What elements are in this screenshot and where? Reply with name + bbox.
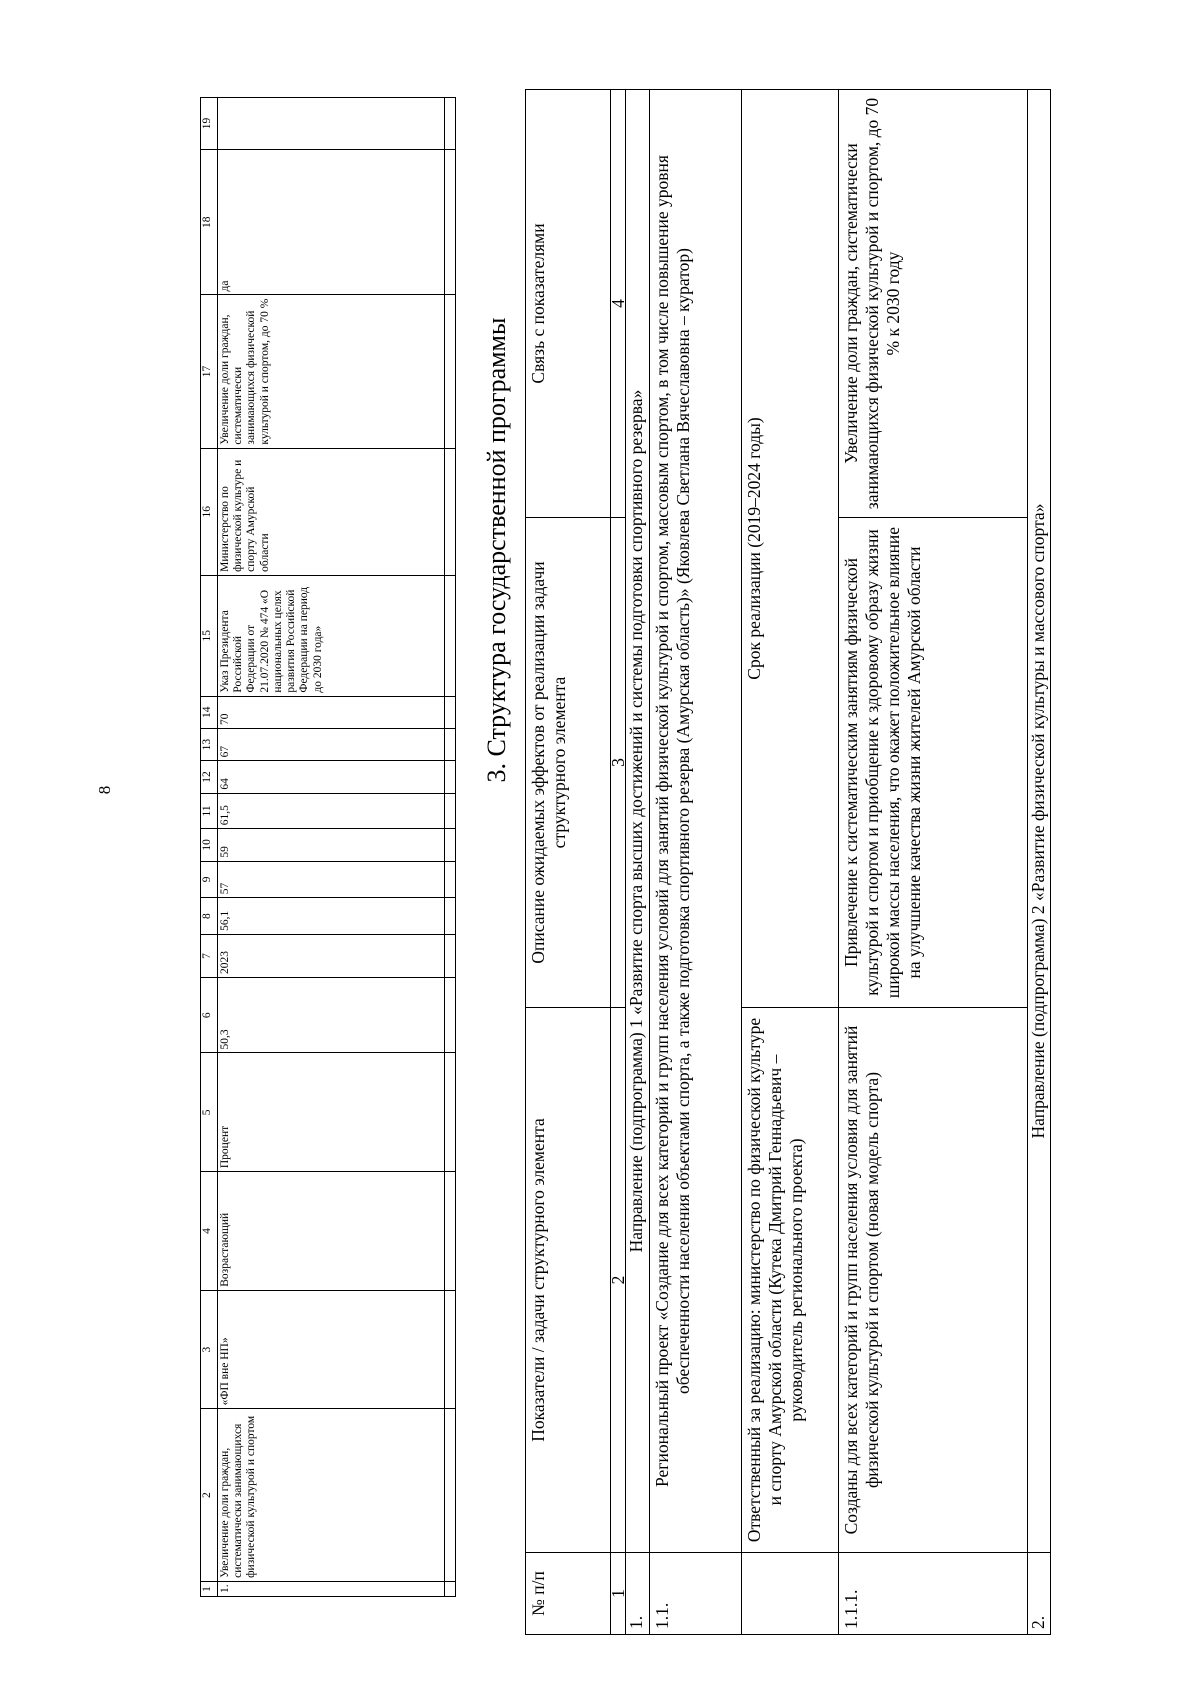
term-text: Срок реализации (2019–2024 годы) [742,90,839,1008]
column-number: 5 [201,1053,218,1172]
table-row [218,98,445,1597]
table-row [742,90,839,1635]
empty-cell [445,1409,456,1582]
task-link: Увеличение доли граждан, систематически занимающихся физической культурой и спортом, до 70 % к 2030 году [839,90,1028,518]
empty-cell [445,696,456,728]
empty-cell [445,728,456,760]
base-year: 2023 [218,934,445,977]
page-number: 8 [95,785,114,795]
column-number: 1 [201,1581,218,1596]
empty-cell [445,1290,456,1409]
row-number: 2. [1028,1553,1051,1635]
empty-cell [445,98,456,150]
national-goal: Увеличение доли граждан, систематически занимающихся физической культурой и спортом, до 70 % [218,295,445,448]
year-value: 67 [218,728,445,760]
indicator-table-header-row [201,98,218,1597]
empty-cell [445,934,456,977]
column-number: 9 [201,861,218,898]
column-number: 2 [611,1008,626,1553]
column-number: 16 [201,448,218,575]
indicator-trend: Возрастающий [218,1172,445,1291]
empty-cell [445,761,456,793]
year-value: 61,5 [218,793,445,829]
indicator-table-region [200,97,456,1597]
column-number: 4 [611,90,626,518]
structure-table-header-row [526,90,611,1635]
empty-cell [445,1172,456,1291]
empty-cell [445,149,456,295]
column-number: 19 [201,98,218,150]
year-value: 59 [218,829,445,861]
empty-cell [742,1553,839,1635]
section-title: 3. Структура государственной программы [482,317,511,783]
year-value: 56,1 [218,898,445,935]
empty-cell [445,861,456,898]
column-number: 6 [201,978,218,1053]
table-row-empty [445,98,456,1597]
row-number: 1. [626,1553,650,1635]
direction-title: Направление (подпрограмма) 2 «Развитие физической культуры и массового спорта» [1028,90,1051,1553]
column-number: 15 [201,575,218,696]
empty-cell [445,1053,456,1172]
empty-cell [445,1581,456,1596]
empty-cell [445,448,456,575]
column-number: 7 [201,934,218,977]
year-value: 64 [218,761,445,793]
column-number: 1 [611,1553,626,1635]
task-effect: Привлечение к систематическим занятиям физической культурой и спортом и приобщение к здоровому образу жизни широкой массы населения, что окажет положительное влияние на улучшение качества жизни жителей Амурской области [839,518,1028,1008]
column-number: 13 [201,728,218,760]
empty-cell [445,898,456,935]
header-tasks: Показатели / задачи структурного элемента [526,1008,611,1553]
column-number: 14 [201,696,218,728]
year-value: 57 [218,861,445,898]
column-number: 11 [201,793,218,829]
table-row [626,90,650,1635]
column-number: 12 [201,761,218,793]
indicator-name: Увеличение доли граждан, систематически занимающихся физической культурой и спортом [218,1409,445,1582]
empty-cell [218,98,445,150]
column-number: 18 [201,149,218,295]
column-numbers-row [611,90,626,1635]
legal-document: Указ Президента Российской Федерации от 21.07.2020 № 474 «О национальных целях развития Российской Федерации на период до 2030 года» [218,575,445,696]
flag-value: да [218,149,445,295]
column-number: 4 [201,1172,218,1291]
column-number: 10 [201,829,218,861]
table-row [650,90,742,1635]
column-number: 2 [201,1409,218,1582]
row-number: 1.1. [650,1553,742,1635]
project-title: Региональный проект «Создание для всех категорий и групп населения условий для занятий физической культурой и спортом, массовым спортом, в том числе повышение уровня обеспеченности населения объектами спорта, а также подготовка спортивного резерва (Амурская область)» (Яковлева Светлана Вячеславовна – куратор) [650,90,742,1553]
table-row [839,90,1028,1635]
responsible-body: Министерство по физической культуре и спорту Амурской области [218,448,445,575]
task-text: Созданы для всех категорий и групп населения условия для занятий физической культурой и спортом (новая модель спорта) [839,1008,1028,1553]
empty-cell [445,829,456,861]
base-value: 50,3 [218,978,445,1053]
row-number: 1. [218,1581,445,1596]
empty-cell [445,295,456,448]
header-effects: Описание ожидаемых эффектов от реализации задачи структурного элемента [526,518,611,1008]
row-number: 1.1.1. [839,1553,1028,1635]
column-number: 17 [201,295,218,448]
empty-cell [445,793,456,829]
indicator-unit: Процент [218,1053,445,1172]
header-links: Связь с показателями [526,90,611,518]
column-number: 8 [201,898,218,935]
indicator-table [200,97,456,1597]
empty-cell [445,575,456,696]
empty-cell [445,978,456,1053]
direction-title: Направление (подпрограмма) 1 «Развитие спорта высших достижений и системы подготовки спортивного резерва» [626,90,650,1553]
structure-table [525,89,1051,1635]
column-number: 3 [611,518,626,1008]
responsible-text: Ответственный за реализацию: министерство по физической культуре и спорту Амурской области (Кутека Дмитрий Геннадьевич – руководитель регионального проекта) [742,1008,839,1553]
table-row [1028,90,1051,1635]
indicator-type: «ФП вне НП» [218,1290,445,1409]
column-number: 3 [201,1290,218,1409]
year-value: 70 [218,696,445,728]
header-num: № п/п [526,1553,611,1635]
structure-table-region [525,90,1048,1635]
